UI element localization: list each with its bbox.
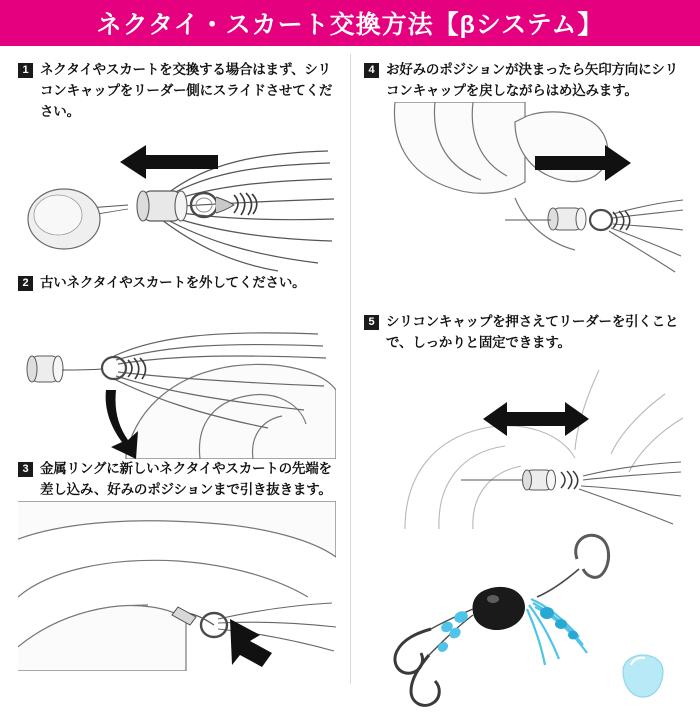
step-5-number: 5: [364, 315, 379, 330]
step-2-figure: [18, 294, 336, 459]
left-column: [0, 46, 350, 700]
step-1-heading: [18, 60, 336, 123]
step-1-text: ネクタイやスカートを交換する場合はまず、シリコンキャップをリーダー側にスライドさせてください。: [40, 62, 333, 119]
step-1-number: 1: [18, 63, 33, 78]
step-2-text: 古いネクタイやスカートを外してください。: [40, 274, 306, 290]
arrow-pull: [230, 619, 272, 667]
jig-head: [472, 587, 525, 630]
arrow-double-horizontal: [483, 402, 589, 436]
step-3-number: 3: [18, 462, 33, 477]
snap-clip: [576, 535, 609, 577]
arrow-curved-down: [106, 390, 138, 459]
step-4: [364, 60, 684, 302]
hook-upper: [395, 629, 431, 673]
step-4-number: 4: [364, 63, 379, 78]
step-4-figure: [364, 102, 684, 302]
arrow-left: [120, 145, 218, 179]
step-1: [18, 60, 336, 273]
step-5-heading: [364, 312, 684, 354]
step-3-heading: [18, 459, 336, 501]
step-2: [18, 273, 336, 459]
header-banner: [0, 0, 700, 46]
step-2-number: 2: [18, 276, 33, 291]
page-title: ネクタイ・スカート交換方法【βシステム】: [96, 11, 604, 39]
step-4-heading: [364, 60, 684, 102]
step-2-heading: [18, 273, 336, 294]
step-3: [18, 459, 336, 671]
step-3-text: 金属リングに新しいネクタイやスカートの先端を差し込み、好みのポジションまで引き抜きます。: [40, 460, 332, 497]
hook-lower: [411, 655, 439, 705]
spare-silicone-cap: [623, 655, 663, 697]
step-1-figure: [18, 123, 336, 273]
step-3-figure: [18, 501, 336, 671]
step-5-figure: [364, 354, 684, 529]
right-column: [350, 46, 700, 700]
step-4-text: お好みのポジションが決まったら矢印方向にシリコンキャップを戻しながらはめ込みます。: [386, 62, 678, 98]
step-5-text: シリコンキャップを押さえてリーダーを引くことで、しっかりと固定できます。: [386, 313, 679, 350]
product-figure: [364, 529, 684, 714]
step-5: [364, 312, 684, 529]
